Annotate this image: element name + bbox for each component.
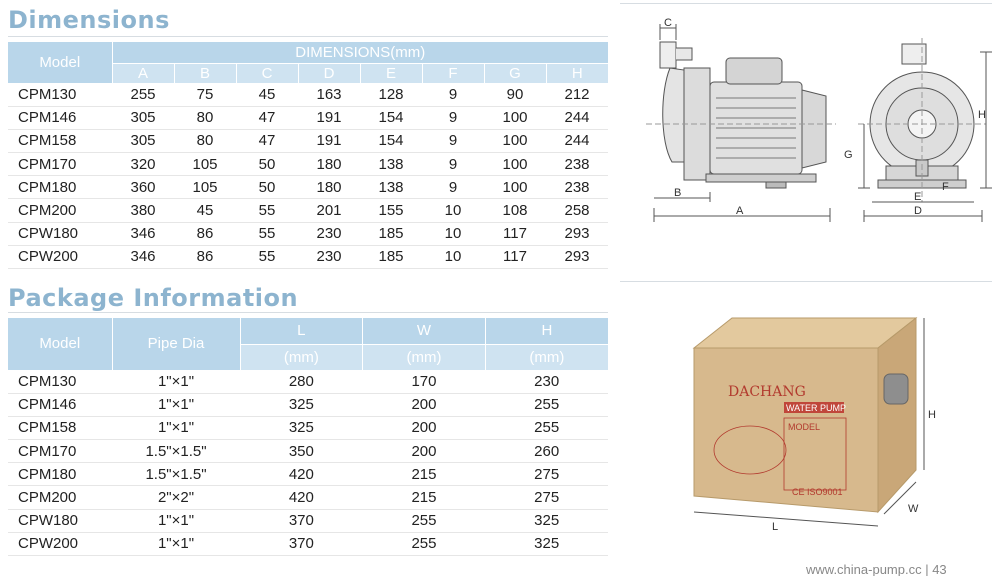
value-cell: 380 (112, 199, 174, 222)
table-row (8, 153, 608, 176)
value-cell: 105 (174, 176, 236, 199)
value-cell: 258 (546, 199, 608, 222)
model-cell: CPM180 (8, 463, 112, 486)
dimensions-title-rule (8, 36, 608, 37)
l-cell: 370 (240, 509, 363, 532)
pkg-l-unit: (mm) (240, 344, 363, 370)
dim-label-c: C (664, 17, 672, 29)
model-cell: CPM180 (8, 176, 112, 199)
h-cell: 255 (485, 416, 608, 439)
w-cell: 170 (363, 370, 486, 393)
value-cell: 50 (236, 176, 298, 199)
h-cell: 275 (485, 486, 608, 509)
w-cell: 255 (363, 532, 486, 555)
dim-label-a: A (736, 205, 744, 217)
pipe-cell: 1"×1" (112, 393, 240, 416)
table-row (8, 176, 608, 199)
value-cell: 100 (484, 129, 546, 152)
value-cell: 128 (360, 83, 422, 106)
pkg-pipe-header: Pipe Dia (112, 318, 240, 370)
value-cell: 117 (484, 222, 546, 245)
l-cell: 370 (240, 532, 363, 555)
dims-col-header-f: F (422, 63, 484, 83)
model-cell: CPW200 (8, 532, 112, 555)
value-cell: 155 (360, 199, 422, 222)
table-row (8, 509, 608, 532)
pkg-l-header: L (240, 318, 363, 344)
l-cell: 280 (240, 370, 363, 393)
table-row (8, 129, 608, 152)
dimensions-table (8, 42, 608, 269)
l-cell: 325 (240, 416, 363, 439)
value-cell: 180 (298, 153, 360, 176)
l-cell: 325 (240, 393, 363, 416)
value-cell: 47 (236, 129, 298, 152)
value-cell: 9 (422, 83, 484, 106)
value-cell: 230 (298, 245, 360, 268)
table-row (8, 106, 608, 129)
pipe-cell: 2"×2" (112, 486, 240, 509)
box-dim-w: W (908, 503, 919, 515)
w-cell: 215 (363, 486, 486, 509)
h-cell: 275 (485, 463, 608, 486)
box-dim-l: L (772, 521, 779, 533)
value-cell: 163 (298, 83, 360, 106)
value-cell: 230 (298, 222, 360, 245)
w-cell: 200 (363, 393, 486, 416)
w-cell: 200 (363, 416, 486, 439)
value-cell: 346 (112, 245, 174, 268)
model-cell: CPM130 (8, 83, 112, 106)
dim-label-e: E (914, 191, 922, 203)
model-cell: CPM200 (8, 199, 112, 222)
value-cell: 90 (484, 83, 546, 106)
value-cell: 191 (298, 106, 360, 129)
package-title: Package Information (8, 284, 299, 312)
value-cell: 100 (484, 176, 546, 199)
w-cell: 200 (363, 440, 486, 463)
model-cell: CPW180 (8, 509, 112, 532)
value-cell: 47 (236, 106, 298, 129)
value-cell: 201 (298, 199, 360, 222)
dims-col-header-h: H (546, 63, 608, 83)
value-cell: 9 (422, 129, 484, 152)
value-cell: 191 (298, 129, 360, 152)
box-ribbon: WATER PUMP (786, 403, 846, 413)
value-cell: 100 (484, 153, 546, 176)
table-row (8, 370, 608, 393)
h-cell: 230 (485, 370, 608, 393)
value-cell: 360 (112, 176, 174, 199)
value-cell: 75 (174, 83, 236, 106)
dims-col-header-e: E (360, 63, 422, 83)
value-cell: 346 (112, 222, 174, 245)
value-cell: 138 (360, 176, 422, 199)
diagram-middle-rule (620, 281, 992, 282)
value-cell: 55 (236, 222, 298, 245)
box-dim-h: H (928, 409, 936, 421)
value-cell: 45 (236, 83, 298, 106)
package-table (8, 318, 608, 556)
l-cell: 350 (240, 440, 363, 463)
value-cell: 9 (422, 176, 484, 199)
table-row (8, 83, 608, 106)
value-cell: 100 (484, 106, 546, 129)
value-cell: 45 (174, 199, 236, 222)
table-row (8, 199, 608, 222)
value-cell: 238 (546, 176, 608, 199)
value-cell: 50 (236, 153, 298, 176)
value-cell: 10 (422, 245, 484, 268)
h-cell: 325 (485, 532, 608, 555)
table-row (8, 393, 608, 416)
value-cell: 305 (112, 106, 174, 129)
table-row (8, 486, 608, 509)
diagram-top-rule (620, 3, 992, 4)
h-cell: 260 (485, 440, 608, 463)
value-cell: 10 (422, 222, 484, 245)
table-row (8, 440, 608, 463)
value-cell: 108 (484, 199, 546, 222)
dims-col-header-d: D (298, 63, 360, 83)
pump-dimension-drawing (640, 12, 992, 224)
table-row (8, 222, 608, 245)
value-cell: 154 (360, 106, 422, 129)
value-cell: 86 (174, 245, 236, 268)
model-cell: CPM158 (8, 416, 112, 439)
value-cell: 9 (422, 153, 484, 176)
dim-label-g: G (844, 149, 853, 161)
package-box-drawing (680, 300, 950, 536)
l-cell: 420 (240, 486, 363, 509)
value-cell: 320 (112, 153, 174, 176)
value-cell: 244 (546, 106, 608, 129)
pkg-h-header: H (485, 318, 608, 344)
pkg-model-header: Model (8, 318, 112, 370)
table-row (8, 416, 608, 439)
value-cell: 185 (360, 245, 422, 268)
value-cell: 238 (546, 153, 608, 176)
value-cell: 180 (298, 176, 360, 199)
pipe-cell: 1.5"×1.5" (112, 440, 240, 463)
value-cell: 9 (422, 106, 484, 129)
model-cell: CPM158 (8, 129, 112, 152)
pipe-cell: 1"×1" (112, 370, 240, 393)
dims-col-header-c: C (236, 63, 298, 83)
table-row (8, 463, 608, 486)
model-cell: CPM170 (8, 153, 112, 176)
model-cell: CPM200 (8, 486, 112, 509)
value-cell: 55 (236, 199, 298, 222)
dims-group-header: DIMENSIONS(mm) (112, 42, 608, 63)
box-model-label: MODEL (788, 422, 821, 432)
page-footer: www.china-pump.cc | 43 (806, 562, 947, 576)
model-cell: CPM146 (8, 393, 112, 416)
model-cell: CPM130 (8, 370, 112, 393)
dims-col-header-b: B (174, 63, 236, 83)
dims-col-header-a: A (112, 63, 174, 83)
dim-label-b: B (674, 187, 682, 199)
value-cell: 244 (546, 129, 608, 152)
h-cell: 325 (485, 509, 608, 532)
model-cell: CPW200 (8, 245, 112, 268)
dim-label-d: D (914, 205, 922, 217)
value-cell: 293 (546, 245, 608, 268)
pipe-cell: 1"×1" (112, 416, 240, 439)
value-cell: 138 (360, 153, 422, 176)
dim-label-h: H (978, 109, 986, 121)
value-cell: 55 (236, 245, 298, 268)
pkg-w-header: W (363, 318, 486, 344)
value-cell: 305 (112, 129, 174, 152)
table-row (8, 245, 608, 268)
dim-label-f: F (942, 181, 949, 193)
dimensions-title: Dimensions (8, 6, 170, 34)
dims-col-header-g: G (484, 63, 546, 83)
w-cell: 215 (363, 463, 486, 486)
value-cell: 10 (422, 199, 484, 222)
pkg-w-unit: (mm) (363, 344, 486, 370)
h-cell: 255 (485, 393, 608, 416)
l-cell: 420 (240, 463, 363, 486)
value-cell: 86 (174, 222, 236, 245)
w-cell: 255 (363, 509, 486, 532)
value-cell: 117 (484, 245, 546, 268)
value-cell: 80 (174, 106, 236, 129)
model-cell: CPM146 (8, 106, 112, 129)
value-cell: 154 (360, 129, 422, 152)
model-cell: CPM170 (8, 440, 112, 463)
value-cell: 105 (174, 153, 236, 176)
value-cell: 293 (546, 222, 608, 245)
box-cert: CE ISO9001 (792, 487, 843, 497)
pipe-cell: 1"×1" (112, 532, 240, 555)
pipe-cell: 1"×1" (112, 509, 240, 532)
package-title-rule (8, 312, 608, 313)
value-cell: 80 (174, 129, 236, 152)
table-row (8, 532, 608, 555)
box-brand: DACHANG (728, 384, 806, 400)
value-cell: 212 (546, 83, 608, 106)
dims-model-header: Model (8, 42, 112, 83)
value-cell: 185 (360, 222, 422, 245)
pkg-h-unit: (mm) (485, 344, 608, 370)
pipe-cell: 1.5"×1.5" (112, 463, 240, 486)
value-cell: 255 (112, 83, 174, 106)
model-cell: CPW180 (8, 222, 112, 245)
